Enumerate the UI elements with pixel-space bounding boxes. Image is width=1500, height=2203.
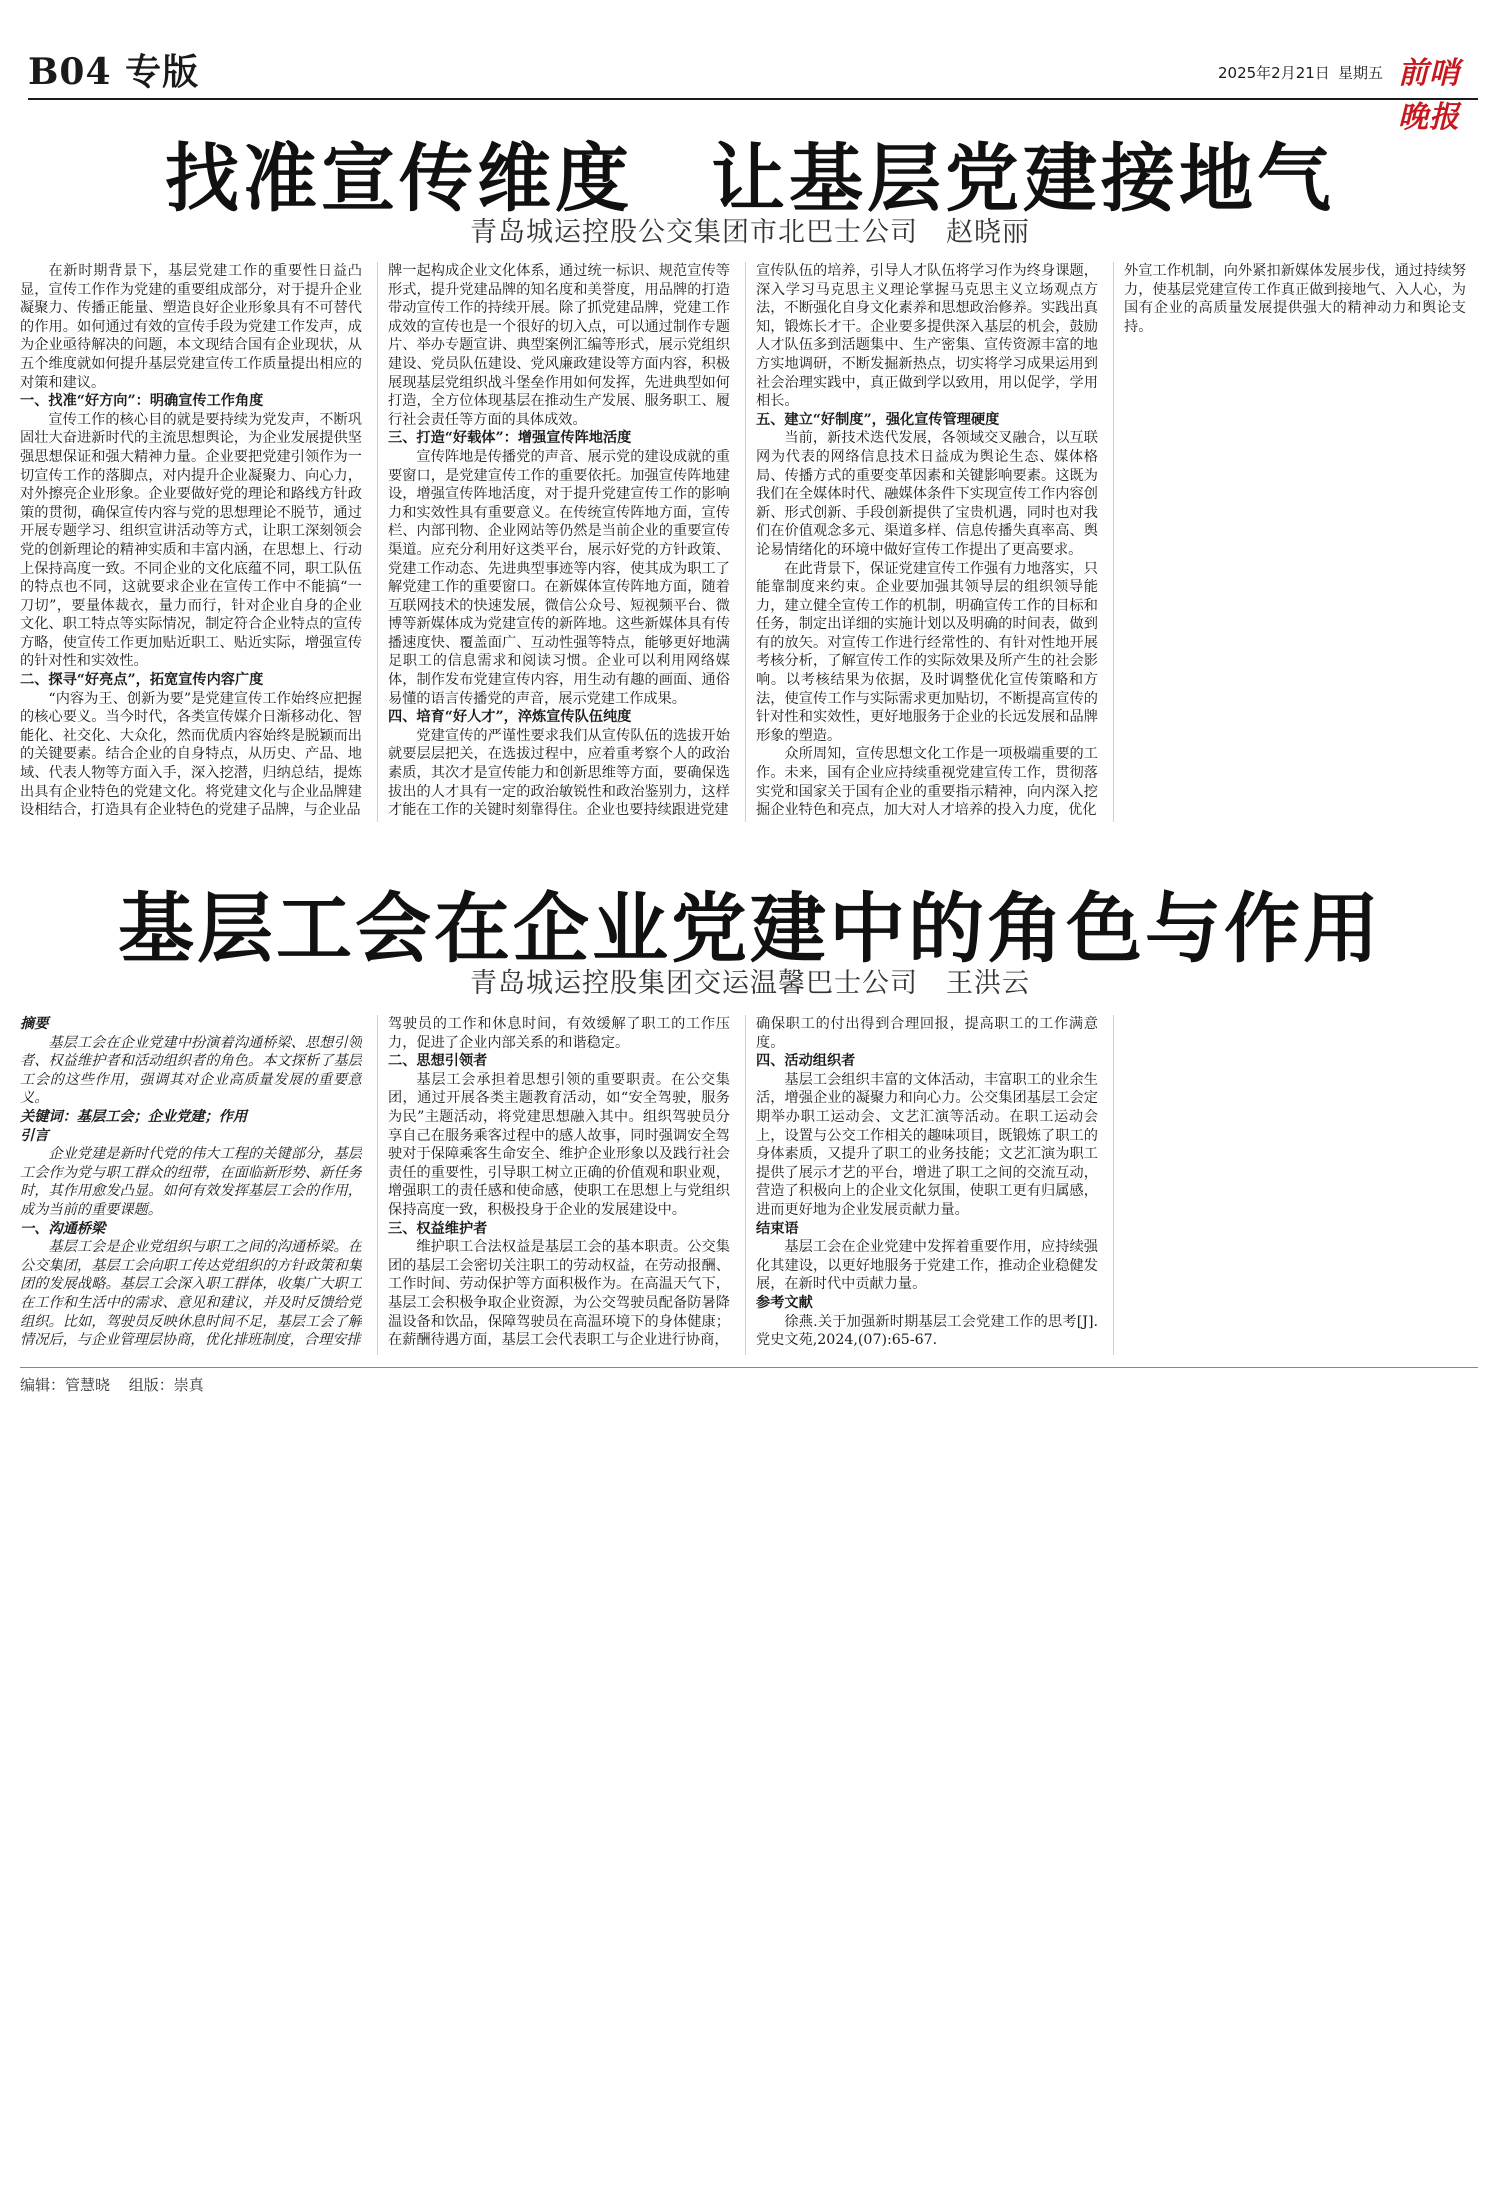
section-heading: 二、思想引领者 — [388, 1053, 488, 1070]
body-paragraph: 基层工会在企业党建中发挥着重要作用，应持续强化其建设，以更好地服务于党建工作，推动企业稳健发展，在新时代中贡献力量。 — [756, 1239, 1098, 1293]
section-heading: 三、权益维护者 — [388, 1220, 488, 1237]
body-paragraph: 当前，新技术迭代发展，各领域交叉融合，以互联网为代表的网络信息技术日益成为舆论生态、媒体格局、传播方式的重要变革因素和关键影响要素。这既为我们在全媒体时代、融媒体条件下实现宣传工作内容创新、形式创新、手段创新提供了宝贵机遇，同时也对我们在价值观念多元、渠道多样、信息传播失真率高、舆论易情绪化的环境中做好宣传工作提出了更高要求。 — [756, 430, 1098, 558]
body-paragraph: 维护职工合法权益是基层工会的基本职责。公交集团的基层工会密切关注职工的劳动权益，在劳动报酬、工作时间、劳动保护等方面积极作为。在高温天气下，基层工会积极争取企业资源，为公交驾驶员配备防暑降温设备和饮品，保障驾驶员在高温环境下的身体健康；在薪酬待遇方面，基层工会代表职工与企业进行协商， — [388, 1239, 730, 1349]
article2-column-4 — [1124, 1015, 1466, 1355]
body-paragraph: 宣传工作的核心目的就是要持续为党发声，不断巩固壮大奋进新时代的主流思想舆论，为企业发展提供坚强思想保证和强大精神力量。企业要把党建引领作为一切宣传工作的落脚点，对内提升企业凝聚力、向心力，对外擦亮企业形象。企业要做好党的理论和路线方针政策的贯彻，确保宣传内容与党的思想理论不脱节，通过开展专题学习、组织宣讲活动等方式，让职工深刻领会党的创新理论的精神实质和丰富内涵，在思想上、行动上保持高度一致。不同企业的文化底蕴不同，职工队伍的特点也不同，这就要求企业在宣传工作中不能搞“一刀切”，要量体裁衣，量力而行，针对企业自身的企业文化、职工特点等实际情况，制定符合企业特点的宣传方略，使宣传工作更加贴近职工、贴近实际，增强宣传的针对性和实效性。 — [20, 411, 362, 670]
section-heading: 四、培育“好人才”，淬炼宣传队伍纯度 — [388, 709, 632, 726]
body-paragraph: 宣传阵地是传播党的声音、展示党的建设成就的重要窗口，是党建宣传工作的重要依托。加强宣传阵地建设，增强宣传阵地活度，对于提升党建宣传工作的影响力和实效性具有重要意义。在传统宣传阵地方面，宣传栏、内部刊物、企业网站等仍然是当前企业的重要宣传渠道。应充分利用好这类平台，展示好党的方针政策、党建工作动态、先进典型事迹等内容，使其成为职工了解党建工作的重要窗口。在新媒体宣传阵地方面，随着互联网技术的快速发展，微信公众号、短视频平台、微博等新媒体成为党建宣传的新阵地。这些新媒体具有传播速度快、覆盖面广、互动性强等特点，能够更好地满足职工的信息需求和阅读习惯。企业可以利用网络媒体，制作发布党建宣传内容，用生动有趣的画面、通俗易懂的语言传播党的声音，展示党建工作成果。 — [388, 448, 730, 707]
section-name: 专版 — [125, 51, 200, 93]
issue-date: 2025年2月21日 — [1218, 64, 1330, 82]
column-divider — [1113, 1015, 1114, 1355]
article1-column-4 — [1124, 262, 1466, 822]
column-divider — [745, 262, 746, 822]
column-divider — [377, 1015, 378, 1355]
section-heading: 摘要 — [20, 1016, 49, 1032]
body-paragraph: 徐燕.关于加强新时期基层工会党建工作的思考[J].党史文苑,2024,(07):65-67. — [756, 1313, 1098, 1349]
section-heading: 四、活动组织者 — [756, 1053, 856, 1070]
section-heading: 关键词：基层工会；企业党建；作用 — [20, 1108, 248, 1125]
section-heading: 结束语 — [756, 1220, 799, 1237]
body-paragraph-continued: 确保职工的付出得到合理回报，提高职工的工作满意度。 — [756, 1016, 1098, 1051]
body-paragraph: 企业党建是新时代党的伟大工程的关键部分，基层工会作为党与职工群众的纽带，在面临新形势、新任务时，其作用愈发凸显。如何有效发挥基层工会的作用，成为当前的重要课题。 — [20, 1146, 362, 1218]
section-heading: 引言 — [20, 1127, 49, 1144]
column-divider — [1113, 262, 1114, 822]
section-heading: 二、探寻“好亮点”，拓宽宣传内容广度 — [20, 672, 264, 689]
body-paragraph-continued: 牌一起构成企业文化体系，通过统一标识、规范宣传等形式，提升党建品牌的知名度和美誉度，用品牌的打造带动宣传工作的持续开展。除了抓党建品牌，党建工作成效的宣传也是一个很好的切入点，可以通过制作专题片、举办专题宣讲、典型案例汇编等形式，展示党组织建设、党员队伍建设、党风廉政建设等方面内容，积极展现基层党组织战斗堡垒作用如何发挥，先进典型如何打造，全方位体现基层在推动生产发展、服务职工、履行社会责任等方面的具体成效。 — [388, 263, 730, 428]
body-paragraph: 在新时期背景下，基层党建工作的重要性日益凸显，宣传工作作为党建的重要组成部分，对于提升企业凝聚力、传播正能量、塑造良好企业形象具有不可替代的作用。如何通过有效的宣传手段为党建工作发声，成为企业亟待解决的问题，本文现结合国有企业现状，从五个维度就如何提升基层党建宣传工作质量提出相应的对策和建议。 — [20, 263, 362, 391]
body-paragraph: 基层工会在企业党建中扮演着沟通桥梁、思想引领者、权益维护者和活动组织者的角色。本文探析了基层工会的这些作用，强调其对企业高质量发展的重要意义。 — [20, 1034, 362, 1107]
body-paragraph-continued: 外宣工作机制，向外紧扣新媒体发展步伐，通过持续努力，使基层党建宣传工作真正做到接地气、入人心，为国有企业的高质量发展提供强大的精神动力和舆论支持。 — [1124, 263, 1466, 335]
body-paragraph: 众所周知，宣传思想文化工作是一项极端重要的工作。未来，国有企业应持续重视党建宣传工作，贯彻落实党和国家关于国有企业的重要指示精神，向内深入挖掘企业特色和亮点，加大对人才培养的投入力度，优化 — [756, 746, 1098, 819]
newspaper-logo: 前哨晚报 — [1398, 56, 1460, 135]
editor-credit: 编辑：管慧晓 — [20, 1376, 111, 1394]
article2-column-2 — [388, 1015, 730, 1355]
body-paragraph-continued: 驾驶员的工作和休息时间，有效缓解了职工的工作压力，促进了企业内部关系的和谐稳定。 — [388, 1016, 730, 1051]
section-heading: 参考文献 — [756, 1294, 813, 1311]
footer-rule — [20, 1367, 1478, 1368]
article1-byline: 青岛城运控股公交集团市北巴士公司 赵晓丽 — [470, 217, 1030, 248]
body-paragraph: “内容为王、创新为要”是党建宣传工作始终应把握的核心要义。当今时代，各类宣传媒介日渐移动化、智能化、社交化、大众化，然而优质内容始终是脱颖而出的关键要素。结合企业的自身特点，从历史、产品、地域、代表人物等方面入手，深入挖潜，归纳总结，提炼出具有企业特色的党建文化。将党建文化与企业品牌建设相结合，打造具有企业特色的党建子品牌，与企业品 — [20, 690, 362, 819]
section-heading: 一、找准“好方向”：明确宣传工作角度 — [20, 393, 264, 410]
masthead — [28, 44, 1478, 135]
layout-credit: 组版：崇真 — [128, 1376, 204, 1394]
article1-title: 找准宣传维度 让基层党建接地气 — [165, 136, 1335, 222]
column-divider — [745, 1015, 746, 1355]
masthead-rule — [28, 98, 1478, 100]
section-heading: 五、建立“好制度”，强化宣传管理硬度 — [756, 411, 1000, 428]
section-heading: 一、沟通桥梁 — [20, 1220, 106, 1237]
column-divider — [377, 262, 378, 822]
article2-column-3 — [756, 1015, 1098, 1355]
article1-column-1 — [20, 262, 362, 822]
body-paragraph: 基层工会承担着思想引领的重要职责。在公交集团，通过开展各类主题教育活动，如“安全驾驶，服务为民”主题活动，将党建思想融入其中。组织驾驶员分享自己在服务乘客过程中的感人故事，同时强调安全驾驶对于保障乘客生命安全、维护企业形象以及践行社会责任的重要性，引导职工树立正确的价值观和职业观，增强职工的责任感和使命感，使职工在思想上与党组织保持高度一致，积极投身于企业的发展建设中。 — [388, 1071, 730, 1218]
article2-title: 基层工会在企业党建中的角色与作用 — [118, 884, 1382, 973]
section-heading: 三、打造“好载体”：增强宣传阵地活度 — [388, 430, 632, 447]
body-paragraph-continued: 宣传队伍的培养，引导人才队伍将学习作为终身课题，深入学习马克思主义理论掌握马克思主义立场观点方法，不断强化自身文化素养和思想政治修养。实践出真知，锻炼长才干。企业要多提供深入基层的机会，鼓励人才队伍多到活题集中、生产密集、宣传资源丰富的地方实地调研，不断发掘新热点，切实将学习成果运用到社会治理实践中，真正做到学以致用，用以促学，学用相长。 — [756, 263, 1098, 410]
article2-column-1 — [20, 1015, 362, 1355]
body-paragraph: 党建宣传的严谨性要求我们从宣传队伍的选拔开始就要层层把关，在选拔过程中，应着重考察个人的政治素质，其次才是宣传能力和创新思维等方面，要确保选拔出的人才具有一定的政治敏锐性和政治鉴别力，这样才能在工作的关键时刻靠得住。企业也要持续跟进党建 — [388, 727, 730, 819]
article1-column-2 — [388, 262, 730, 822]
body-paragraph: 在此背景下，保证党建宣传工作强有力地落实，只能靠制度来约束。企业要加强其领导层的组织领导能力，建立健全宣传工作的机制，明确宣传工作的目标和任务，制定出详细的实施计划以及明确的时间表，做到有的放矢。对宣传工作进行经常性的、有针对性地开展考核分析，了解宣传工作的实际效果及所产生的社会影响。以考核结果为依据，及时调整优化宣传策略和方法，使宣传工作与实际需求更加贴切，不断提高宣传的针对性和实效性，更好地服务于企业的长远发展和品牌形象的塑造。 — [756, 560, 1098, 744]
page-footer — [20, 1374, 218, 1395]
body-paragraph: 基层工会组织丰富的文体活动，丰富职工的业余生活，增强企业的凝聚力和向心力。公交集团基层工会定期举办职工运动会、文艺汇演等活动。在职工运动会上，设置与公交工作相关的趣味项目，既锻炼了职工的身体素质，又提升了职工的业务技能；文艺汇演为职工提供了展示才艺的平台，增进了职工之间的交流互动，营造了积极向上的企业文化氛围，使职工更有归属感，进而更好地为企业发展贡献力量。 — [756, 1071, 1098, 1218]
article1-column-3 — [756, 262, 1098, 822]
issue-weekday: 星期五 — [1338, 64, 1384, 82]
article2-byline: 青岛城运控股集团交运温馨巴士公司 王洪云 — [470, 968, 1030, 999]
page-number: B04 专版 — [28, 51, 200, 93]
body-paragraph: 基层工会是企业党组织与职工之间的沟通桥梁。在公交集团，基层工会向职工传达党组织的方针政策和集团的发展战略。基层工会深入职工群体，收集广大职工在工作和生活中的需求、意见和建议，并及时反馈给党组织。比如，驾驶员反映休息时间不足，基层工会了解情况后，与企业管理层协商，优化排班制度，合理安排 — [20, 1239, 362, 1349]
